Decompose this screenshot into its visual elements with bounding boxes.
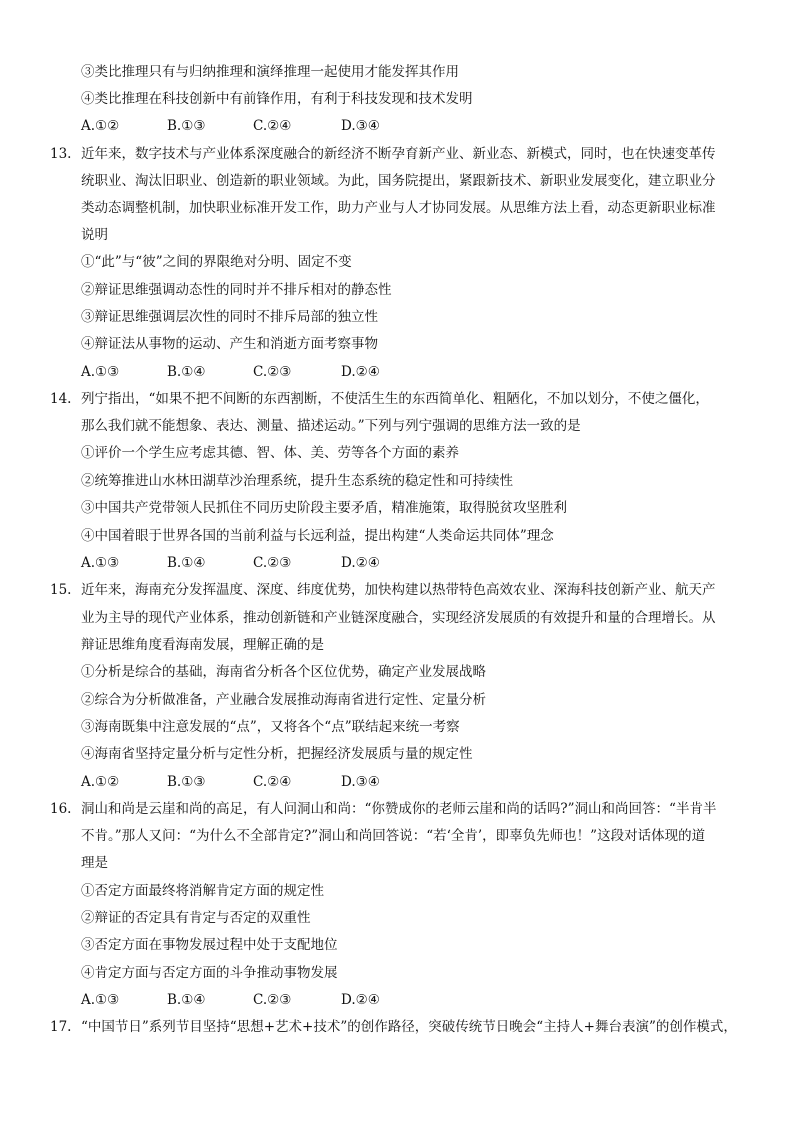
question-number-13: 13. <box>50 146 72 162</box>
answer-a: A.①③ <box>81 555 120 571</box>
q16-stem-line: 洞山和尚是云崖和尚的高足，有人问洞山和尚：“你赞成你的老师云崖和尚的话吗?”洞山和尚回答：“半肯半 <box>81 801 717 817</box>
answer-b: B.①③ <box>167 118 206 134</box>
answer-b: B.①④ <box>167 555 206 571</box>
question-number-17: 17. <box>50 1019 72 1035</box>
answer-d: D.②④ <box>341 992 380 1008</box>
q15-option-3: ③海南既集中注意发展的“点”，又将各个“点”联结起来统一考察 <box>81 719 460 735</box>
q14-answer-choices <box>81 553 501 573</box>
answer-c: C.②④ <box>253 118 292 134</box>
q15-stem-line: 业为主导的现代产业体系，推动创新链和产业链深度融合，实现经济发展质的有效提升和量的合理增长。从 <box>81 610 716 626</box>
q14-option-2: ②统筹推进山水林田湖草沙治理系统，提升生态系统的稳定性和可持续性 <box>81 473 513 489</box>
answer-d: D.③④ <box>341 774 380 790</box>
question-number-15: 15. <box>50 582 72 598</box>
q16-answer-choices <box>81 990 501 1010</box>
answer-b: B.①④ <box>167 364 206 380</box>
q15-option-1: ①分析是综合的基础，海南省分析各个区位优势，确定产业发展战略 <box>81 664 486 680</box>
q13-option-3: ③辩证思维强调层次性的同时不排斥局部的独立性 <box>81 309 378 325</box>
q16-option-2: ②辩证的否定具有肯定与否定的双重性 <box>81 910 311 926</box>
q16-stem-line: 不肯。”那人又问：“为什么不全部肯定?”洞山和尚回答说：“若‘全肯’，即辜负先师也！”这段对话体现的道 <box>81 828 706 844</box>
answer-b: B.①④ <box>167 992 206 1008</box>
q15-option-4: ④海南省坚持定量分析与定性分析，把握经济发展质与量的规定性 <box>81 746 473 762</box>
q13-option-1: ①“此”与“彼”之间的界限绝对分明、固定不变 <box>81 254 352 270</box>
answer-c: C.②④ <box>253 774 292 790</box>
q13-stem-line: 类动态调整机制，加快职业标准开发工作，助力产业与人才协同发展。从思维方法上看，动态更新职业标准 <box>81 200 716 216</box>
q15-stem-line: 辩证思维角度看海南发展，理解正确的是 <box>81 637 324 653</box>
q12-option-4: ④类比推理在科技创新中有前锋作用，有利于科技发现和技术发明 <box>81 91 473 107</box>
q16-option-3: ③否定方面在事物发展过程中处于支配地位 <box>81 937 338 953</box>
answer-b: B.①③ <box>167 774 206 790</box>
q12-option-3: ③类比推理只有与归纳推理和演绎推理一起使用才能发挥其作用 <box>81 64 459 80</box>
q15-stem-line: 近年来，海南充分发挥温度、深度、纬度优势，加快构建以热带特色高效农业、深海科技创新产业、航天产 <box>81 582 716 598</box>
q16-stem-line: 理是 <box>81 855 108 871</box>
q13-stem-line: 统职业、淘汰旧职业、创造新的职业领域。为此，国务院提出，紧跟新技术、新职业发展变化，建立职业分 <box>81 173 716 189</box>
q14-stem-line: 列宁指出，“如果不把不间断的东西割断，不使活生生的东西简单化、粗陋化，不加以划分，不使之僵化， <box>81 391 709 407</box>
q13-option-4: ④辩证法从事物的运动、产生和消逝方面考察事物 <box>81 336 378 352</box>
q14-option-4: ④中国着眼于世界各国的当前利益与长远利益，提出构建“人类命运共同体”理念 <box>81 528 554 544</box>
question-number-16: 16. <box>50 801 72 817</box>
q15-option-2: ②综合为分析做准备，产业融合发展推动海南省进行定性、定量分析 <box>81 692 486 708</box>
answer-a: A.①③ <box>81 364 120 380</box>
q14-stem-line: 那么我们就不能想象、表达、测量、描述运动。”下列与列宁强调的思维方法一致的是 <box>81 418 581 434</box>
q16-option-4: ④肯定方面与否定方面的斗争推动事物发展 <box>81 965 338 981</box>
answer-a: A.①③ <box>81 992 120 1008</box>
q14-option-3: ③中国共产党带领人民抓住不同历史阶段主要矛盾，精准施策，取得脱贫攻坚胜利 <box>81 500 567 516</box>
q17-stem-line: “中国节日”系列节目坚持“思想+艺术+技术”的创作路径，突破传统节日晚会“主持人+舞台表演”的创作模式， <box>81 1019 737 1035</box>
q15-answer-choices <box>81 772 501 792</box>
q14-option-1: ①评价一个学生应考虑其德、智、体、美、劳等各个方面的素养 <box>81 445 459 461</box>
question-number-14: 14. <box>50 391 72 407</box>
answer-d: D.②④ <box>341 555 380 571</box>
answer-c: C.②③ <box>253 555 292 571</box>
answer-a: A.①② <box>81 774 120 790</box>
q13-option-2: ②辩证思维强调动态性的同时并不排斥相对的静态性 <box>81 282 392 298</box>
answer-d: D.③④ <box>341 118 380 134</box>
answer-c: C.②③ <box>253 992 292 1008</box>
q13-stem-line: 说明 <box>81 227 108 243</box>
q16-option-1: ①否定方面最终将消解肯定方面的规定性 <box>81 883 324 899</box>
answer-c: C.②③ <box>253 364 292 380</box>
q12-answer-choices <box>81 116 501 136</box>
q13-answer-choices <box>81 362 501 382</box>
answer-d: D.②④ <box>341 364 380 380</box>
answer-a: A.①② <box>81 118 120 134</box>
q13-stem-line: 近年来，数字技术与产业体系深度融合的新经济不断孕育新产业、新业态、新模式，同时，也在快速变革传 <box>81 146 716 162</box>
